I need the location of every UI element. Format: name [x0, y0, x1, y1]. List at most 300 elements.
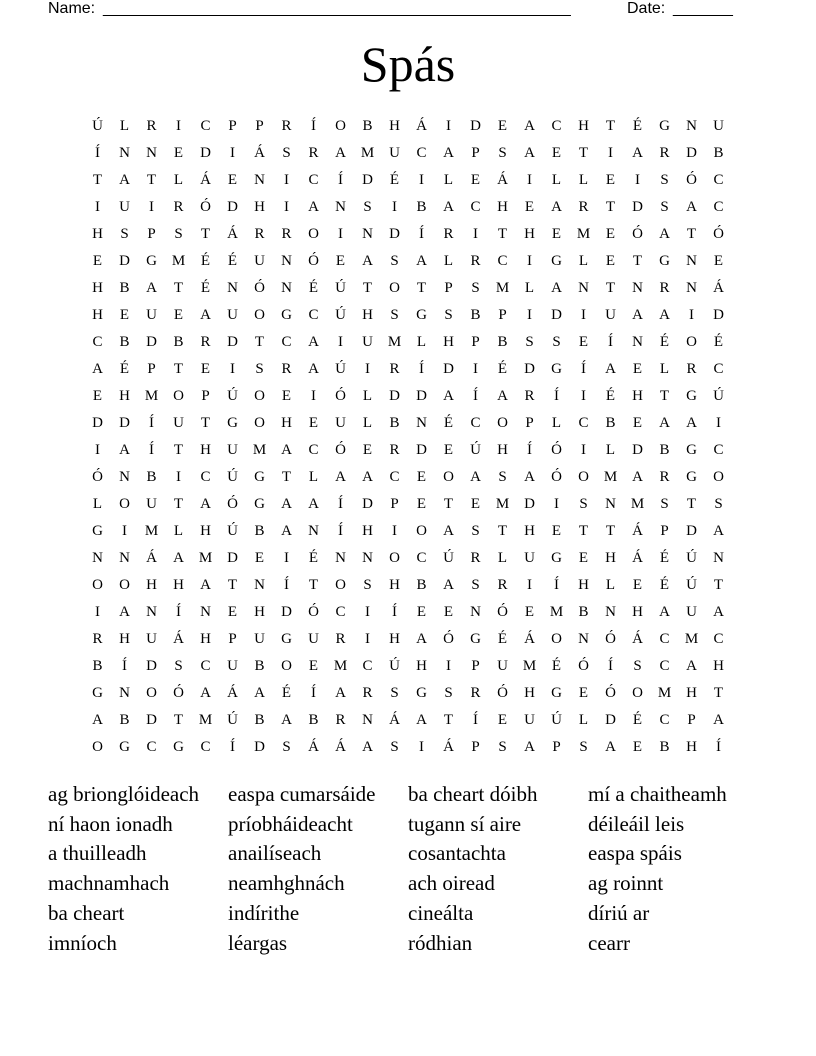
grid-letter[interactable]: H	[362, 307, 373, 323]
grid-letter[interactable]: I	[473, 361, 478, 377]
grid-letter[interactable]: É	[119, 361, 130, 377]
grid-letter[interactable]: I	[338, 226, 343, 242]
grid-letter[interactable]: B	[254, 523, 265, 539]
grid-letter[interactable]: E	[632, 361, 643, 377]
grid-letter[interactable]: A	[686, 199, 697, 215]
grid-letter[interactable]: N	[254, 577, 265, 593]
grid-letter[interactable]: C	[470, 415, 481, 431]
grid-letter[interactable]: G	[416, 685, 427, 701]
grid-letter[interactable]: S	[660, 199, 669, 215]
grid-letter[interactable]: O	[308, 226, 319, 242]
grid-letter[interactable]: N	[119, 145, 130, 161]
grid-letter[interactable]: R	[281, 226, 292, 242]
grid-letter[interactable]: C	[200, 118, 211, 134]
grid-letter[interactable]: D	[119, 415, 130, 431]
grid-letter[interactable]: I	[95, 604, 100, 620]
grid-letter[interactable]: U	[524, 712, 535, 728]
grid-letter[interactable]: T	[713, 577, 724, 593]
grid-letter[interactable]: N	[92, 550, 103, 566]
grid-letter[interactable]: Ó	[335, 388, 346, 404]
grid-letter[interactable]: P	[228, 631, 237, 647]
grid-letter[interactable]: I	[608, 145, 613, 161]
grid-letter[interactable]: H	[578, 118, 589, 134]
grid-letter[interactable]: A	[362, 739, 373, 755]
grid-letter[interactable]: C	[362, 658, 373, 674]
grid-letter[interactable]: O	[389, 550, 400, 566]
grid-letter[interactable]: Á	[497, 172, 508, 188]
grid-letter[interactable]: U	[335, 415, 346, 431]
grid-letter[interactable]: H	[119, 631, 130, 647]
grid-letter[interactable]: A	[632, 307, 643, 323]
grid-letter[interactable]: A	[632, 469, 643, 485]
grid-letter[interactable]: A	[686, 415, 697, 431]
grid-letter[interactable]: T	[173, 280, 184, 296]
grid-letter[interactable]: P	[201, 388, 210, 404]
grid-letter[interactable]: U	[146, 631, 157, 647]
grid-letter[interactable]: N	[281, 280, 292, 296]
grid-letter[interactable]: N	[632, 334, 643, 350]
grid-letter[interactable]: T	[254, 334, 265, 350]
grid-letter[interactable]: L	[659, 361, 670, 377]
grid-letter[interactable]: G	[146, 253, 157, 269]
grid-letter[interactable]: É	[659, 550, 670, 566]
grid-letter[interactable]: C	[200, 739, 211, 755]
grid-letter[interactable]: T	[443, 496, 454, 512]
grid-letter[interactable]: E	[470, 172, 481, 188]
grid-letter[interactable]: A	[200, 577, 211, 593]
grid-letter[interactable]: Á	[146, 550, 157, 566]
grid-letter[interactable]: A	[497, 388, 508, 404]
grid-letter[interactable]: Ó	[254, 280, 265, 296]
grid-letter[interactable]: P	[552, 739, 561, 755]
grid-letter[interactable]: U	[308, 631, 319, 647]
grid-letter[interactable]: É	[632, 712, 643, 728]
grid-letter[interactable]: T	[686, 496, 697, 512]
grid-letter[interactable]: É	[443, 415, 454, 431]
grid-letter[interactable]: C	[416, 550, 427, 566]
grid-letter[interactable]: G	[227, 415, 238, 431]
grid-letter[interactable]: E	[416, 496, 427, 512]
grid-letter[interactable]: G	[659, 118, 670, 134]
grid-letter[interactable]: R	[389, 361, 400, 377]
grid-letter[interactable]: M	[360, 145, 375, 161]
grid-letter[interactable]: É	[200, 280, 211, 296]
grid-letter[interactable]: G	[281, 631, 292, 647]
grid-letter[interactable]: P	[525, 415, 534, 431]
grid-letter[interactable]: S	[471, 577, 480, 593]
grid-letter[interactable]: A	[524, 145, 535, 161]
grid-letter[interactable]: R	[686, 361, 697, 377]
grid-letter[interactable]: I	[446, 658, 451, 674]
grid-letter[interactable]: U	[227, 307, 238, 323]
grid-letter[interactable]: B	[416, 199, 427, 215]
grid-letter[interactable]: U	[686, 604, 697, 620]
grid-letter[interactable]: C	[659, 658, 670, 674]
grid-letter[interactable]: E	[551, 523, 562, 539]
grid-letter[interactable]: B	[173, 334, 184, 350]
grid-letter[interactable]: H	[92, 307, 103, 323]
grid-letter[interactable]: L	[362, 388, 373, 404]
grid-letter[interactable]: I	[581, 388, 586, 404]
grid-letter[interactable]: H	[362, 523, 373, 539]
grid-letter[interactable]: O	[254, 415, 265, 431]
grid-letter[interactable]: D	[146, 712, 157, 728]
grid-letter[interactable]: E	[551, 145, 562, 161]
grid-letter[interactable]: S	[444, 307, 453, 323]
grid-letter[interactable]: A	[605, 361, 616, 377]
grid-letter[interactable]: D	[389, 226, 400, 242]
grid-letter[interactable]: C	[578, 415, 589, 431]
grid-letter[interactable]: I	[338, 334, 343, 350]
grid-letter[interactable]: Í	[392, 604, 397, 620]
grid-letter[interactable]: Ó	[92, 469, 103, 485]
grid-letter[interactable]: É	[389, 172, 400, 188]
grid-letter[interactable]: Í	[716, 739, 721, 755]
grid-letter[interactable]: T	[686, 226, 697, 242]
grid-letter[interactable]: A	[713, 604, 724, 620]
grid-letter[interactable]: É	[308, 280, 319, 296]
grid-letter[interactable]: I	[392, 199, 397, 215]
grid-letter[interactable]: T	[659, 388, 670, 404]
grid-letter[interactable]: L	[551, 172, 562, 188]
grid-letter[interactable]: L	[497, 550, 508, 566]
grid-letter[interactable]: E	[578, 685, 589, 701]
grid-letter[interactable]: U	[173, 415, 184, 431]
grid-letter[interactable]: I	[527, 172, 532, 188]
grid-letter[interactable]: Á	[200, 172, 211, 188]
grid-letter[interactable]: H	[254, 199, 265, 215]
grid-letter[interactable]: G	[686, 442, 697, 458]
grid-letter[interactable]: S	[633, 658, 642, 674]
name-blank-line[interactable]: _______________________________________________________	[103, 0, 571, 17]
grid-letter[interactable]: A	[119, 172, 130, 188]
grid-letter[interactable]: S	[120, 226, 129, 242]
grid-letter[interactable]: R	[659, 280, 670, 296]
grid-letter[interactable]: B	[389, 415, 400, 431]
grid-letter[interactable]: D	[92, 415, 103, 431]
grid-letter[interactable]: P	[228, 118, 237, 134]
grid-letter[interactable]: C	[308, 172, 319, 188]
grid-letter[interactable]: S	[579, 739, 588, 755]
grid-letter[interactable]: E	[443, 442, 454, 458]
grid-letter[interactable]: Ú	[686, 550, 697, 566]
grid-letter[interactable]: S	[714, 496, 723, 512]
grid-letter[interactable]: D	[524, 361, 535, 377]
grid-letter[interactable]: Á	[254, 145, 265, 161]
grid-letter[interactable]: E	[551, 226, 562, 242]
grid-letter[interactable]: A	[362, 253, 373, 269]
grid-letter[interactable]: R	[92, 631, 103, 647]
grid-letter[interactable]: E	[632, 739, 643, 755]
grid-letter[interactable]: H	[497, 442, 508, 458]
grid-letter[interactable]: E	[227, 604, 238, 620]
grid-letter[interactable]: G	[281, 307, 292, 323]
grid-letter[interactable]: Á	[632, 523, 643, 539]
grid-letter[interactable]: I	[176, 469, 181, 485]
grid-letter[interactable]: P	[471, 334, 480, 350]
grid-letter[interactable]: M	[495, 496, 510, 512]
grid-letter[interactable]: B	[308, 712, 319, 728]
grid-letter[interactable]: H	[686, 739, 697, 755]
grid-letter[interactable]: N	[146, 604, 157, 620]
grid-letter[interactable]: D	[416, 442, 427, 458]
grid-letter[interactable]: M	[603, 469, 618, 485]
grid-letter[interactable]: G	[416, 307, 427, 323]
grid-letter[interactable]: P	[498, 307, 507, 323]
grid-letter[interactable]: L	[578, 172, 589, 188]
grid-letter[interactable]: H	[632, 388, 643, 404]
grid-letter[interactable]: A	[659, 307, 670, 323]
grid-letter[interactable]: D	[524, 496, 535, 512]
grid-letter[interactable]: Ú	[335, 280, 346, 296]
grid-letter[interactable]: A	[254, 685, 265, 701]
grid-letter[interactable]: I	[419, 739, 424, 755]
grid-letter[interactable]: H	[281, 415, 292, 431]
grid-letter[interactable]: A	[524, 118, 535, 134]
grid-letter[interactable]: N	[686, 118, 697, 134]
grid-letter[interactable]: O	[254, 388, 265, 404]
grid-letter[interactable]: Í	[338, 523, 343, 539]
grid-letter[interactable]: Á	[524, 631, 535, 647]
grid-letter[interactable]: B	[119, 280, 130, 296]
grid-letter[interactable]: H	[389, 577, 400, 593]
grid-letter[interactable]: I	[230, 361, 235, 377]
grid-letter[interactable]: A	[551, 199, 562, 215]
grid-letter[interactable]: L	[173, 523, 184, 539]
grid-letter[interactable]: H	[443, 334, 454, 350]
grid-letter[interactable]: S	[390, 253, 399, 269]
grid-letter[interactable]: I	[284, 550, 289, 566]
grid-letter[interactable]: D	[227, 199, 238, 215]
grid-letter[interactable]: M	[333, 658, 348, 674]
grid-letter[interactable]: E	[416, 604, 427, 620]
grid-letter[interactable]: I	[176, 118, 181, 134]
grid-letter[interactable]: E	[497, 712, 508, 728]
grid-letter[interactable]: R	[389, 442, 400, 458]
grid-letter[interactable]: C	[281, 334, 292, 350]
grid-letter[interactable]: M	[144, 388, 159, 404]
grid-letter[interactable]: A	[416, 712, 427, 728]
grid-letter[interactable]: D	[686, 145, 697, 161]
grid-letter[interactable]: P	[255, 118, 264, 134]
grid-letter[interactable]: N	[632, 280, 643, 296]
grid-letter[interactable]: S	[390, 685, 399, 701]
grid-letter[interactable]: C	[416, 145, 427, 161]
grid-letter[interactable]: G	[686, 388, 697, 404]
grid-letter[interactable]: Ú	[227, 469, 238, 485]
grid-letter[interactable]: G	[254, 469, 265, 485]
grid-letter[interactable]: E	[443, 604, 454, 620]
grid-letter[interactable]: Í	[554, 388, 559, 404]
grid-letter[interactable]: R	[335, 712, 346, 728]
grid-letter[interactable]: C	[713, 199, 724, 215]
grid-letter[interactable]: B	[119, 712, 130, 728]
grid-letter[interactable]: C	[551, 118, 562, 134]
grid-letter[interactable]: T	[173, 712, 184, 728]
grid-letter[interactable]: D	[632, 199, 643, 215]
grid-letter[interactable]: R	[470, 685, 481, 701]
grid-letter[interactable]: O	[254, 307, 265, 323]
grid-letter[interactable]: I	[95, 199, 100, 215]
grid-letter[interactable]: H	[632, 604, 643, 620]
grid-letter[interactable]: E	[416, 469, 427, 485]
grid-letter[interactable]: L	[362, 415, 373, 431]
grid-letter[interactable]: E	[92, 253, 103, 269]
grid-letter[interactable]: I	[122, 523, 127, 539]
grid-letter[interactable]: U	[389, 145, 400, 161]
grid-letter[interactable]: H	[497, 199, 508, 215]
grid-letter[interactable]: A	[308, 361, 319, 377]
grid-letter[interactable]: E	[281, 388, 292, 404]
grid-letter[interactable]: H	[524, 226, 535, 242]
grid-letter[interactable]: A	[281, 712, 292, 728]
grid-letter[interactable]: E	[605, 253, 616, 269]
grid-letter[interactable]: U	[497, 658, 508, 674]
grid-letter[interactable]: D	[281, 604, 292, 620]
grid-letter[interactable]: D	[416, 388, 427, 404]
grid-letter[interactable]: C	[308, 442, 319, 458]
grid-letter[interactable]: A	[443, 199, 454, 215]
grid-letter[interactable]: U	[146, 307, 157, 323]
grid-letter[interactable]: E	[335, 253, 346, 269]
grid-letter[interactable]: C	[92, 334, 103, 350]
grid-letter[interactable]: I	[365, 631, 370, 647]
grid-letter[interactable]: O	[146, 685, 157, 701]
grid-letter[interactable]: P	[147, 361, 156, 377]
grid-letter[interactable]: B	[416, 577, 427, 593]
grid-letter[interactable]: Á	[335, 739, 346, 755]
grid-letter[interactable]: O	[497, 415, 508, 431]
grid-letter[interactable]: Ú	[92, 118, 103, 134]
grid-letter[interactable]: S	[498, 145, 507, 161]
grid-letter[interactable]: E	[497, 118, 508, 134]
grid-letter[interactable]: I	[392, 523, 397, 539]
grid-letter[interactable]: R	[335, 631, 346, 647]
grid-letter[interactable]: H	[416, 658, 427, 674]
grid-letter[interactable]: L	[308, 469, 319, 485]
grid-letter[interactable]: H	[389, 118, 400, 134]
grid-letter[interactable]: L	[524, 280, 535, 296]
grid-letter[interactable]: B	[119, 334, 130, 350]
grid-letter[interactable]: Á	[308, 739, 319, 755]
grid-letter[interactable]: S	[498, 739, 507, 755]
grid-letter[interactable]: T	[578, 523, 589, 539]
grid-letter[interactable]: N	[119, 550, 130, 566]
grid-letter[interactable]: T	[146, 172, 157, 188]
grid-letter[interactable]: R	[308, 145, 319, 161]
grid-letter[interactable]: Í	[176, 604, 181, 620]
grid-letter[interactable]: M	[684, 631, 699, 647]
grid-letter[interactable]: I	[554, 496, 559, 512]
grid-letter[interactable]: É	[497, 631, 508, 647]
grid-letter[interactable]: R	[470, 253, 481, 269]
grid-letter[interactable]: É	[713, 334, 724, 350]
grid-letter[interactable]: Í	[527, 442, 532, 458]
grid-letter[interactable]: R	[254, 226, 265, 242]
grid-letter[interactable]: L	[578, 712, 589, 728]
grid-letter[interactable]: Á	[227, 685, 238, 701]
grid-letter[interactable]: Ó	[605, 631, 616, 647]
grid-letter[interactable]: E	[470, 496, 481, 512]
grid-letter[interactable]: E	[578, 550, 589, 566]
grid-letter[interactable]: S	[390, 307, 399, 323]
grid-letter[interactable]: G	[551, 253, 562, 269]
grid-letter[interactable]: A	[524, 469, 535, 485]
grid-letter[interactable]: Ó	[578, 658, 589, 674]
grid-letter[interactable]: T	[200, 226, 211, 242]
grid-letter[interactable]: E	[308, 658, 319, 674]
grid-letter[interactable]: N	[335, 550, 346, 566]
grid-letter[interactable]: U	[362, 334, 373, 350]
grid-letter[interactable]: S	[471, 280, 480, 296]
grid-letter[interactable]: É	[605, 388, 616, 404]
grid-letter[interactable]: D	[470, 118, 481, 134]
grid-letter[interactable]: Í	[284, 577, 289, 593]
grid-letter[interactable]: Ó	[713, 226, 724, 242]
grid-letter[interactable]: A	[146, 280, 157, 296]
grid-letter[interactable]: Ó	[551, 442, 562, 458]
grid-letter[interactable]: A	[308, 496, 319, 512]
grid-letter[interactable]: G	[551, 685, 562, 701]
grid-letter[interactable]: A	[659, 226, 670, 242]
grid-letter[interactable]: C	[713, 361, 724, 377]
grid-letter[interactable]: N	[254, 172, 265, 188]
grid-letter[interactable]: É	[659, 577, 670, 593]
grid-letter[interactable]: C	[200, 658, 211, 674]
grid-letter[interactable]: N	[362, 226, 373, 242]
grid-letter[interactable]: A	[470, 469, 481, 485]
grid-letter[interactable]: R	[497, 577, 508, 593]
grid-letter[interactable]: A	[308, 199, 319, 215]
grid-letter[interactable]: É	[551, 658, 562, 674]
grid-letter[interactable]: S	[525, 334, 534, 350]
grid-letter[interactable]: T	[632, 253, 643, 269]
grid-letter[interactable]: A	[92, 712, 103, 728]
grid-letter[interactable]: N	[686, 280, 697, 296]
grid-letter[interactable]: G	[659, 253, 670, 269]
grid-letter[interactable]: R	[443, 226, 454, 242]
grid-letter[interactable]: P	[147, 226, 156, 242]
grid-letter[interactable]: D	[389, 388, 400, 404]
grid-letter[interactable]: Á	[389, 712, 400, 728]
grid-letter[interactable]: Ó	[497, 604, 508, 620]
grid-letter[interactable]: M	[144, 523, 159, 539]
grid-letter[interactable]: N	[362, 550, 373, 566]
grid-letter[interactable]: L	[605, 442, 616, 458]
grid-letter[interactable]: E	[713, 253, 724, 269]
grid-letter[interactable]: N	[713, 550, 724, 566]
grid-letter[interactable]: E	[200, 361, 211, 377]
grid-letter[interactable]: L	[443, 253, 454, 269]
grid-letter[interactable]: B	[470, 307, 481, 323]
grid-letter[interactable]: O	[713, 469, 724, 485]
grid-letter[interactable]: B	[497, 334, 508, 350]
grid-letter[interactable]: O	[578, 469, 589, 485]
grid-letter[interactable]: M	[252, 442, 267, 458]
grid-letter[interactable]: B	[362, 118, 373, 134]
grid-letter[interactable]: T	[92, 172, 103, 188]
grid-letter[interactable]: S	[498, 469, 507, 485]
grid-letter[interactable]: M	[495, 280, 510, 296]
grid-letter[interactable]: S	[174, 226, 183, 242]
grid-letter[interactable]: Ó	[497, 685, 508, 701]
grid-letter[interactable]: L	[578, 253, 589, 269]
grid-letter[interactable]: C	[200, 469, 211, 485]
grid-letter[interactable]: M	[198, 550, 213, 566]
grid-letter[interactable]: H	[713, 658, 724, 674]
grid-letter[interactable]: Í	[149, 442, 154, 458]
grid-letter[interactable]: D	[146, 334, 157, 350]
